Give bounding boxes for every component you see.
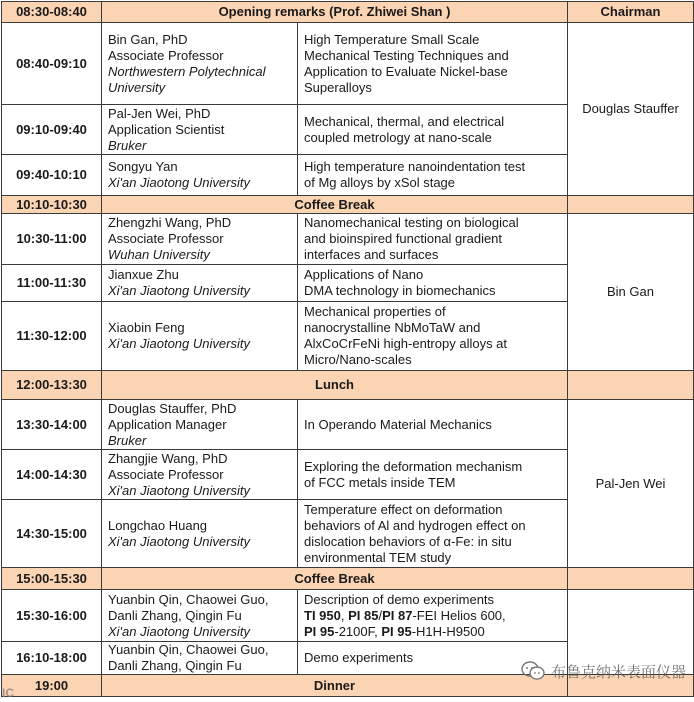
break-label: Coffee Break bbox=[102, 196, 568, 214]
speaker-name: Zhangjie Wang, PhD bbox=[108, 450, 228, 466]
talk-line: Exploring the deformation mechanism bbox=[304, 458, 523, 474]
speaker-position: Application Manager bbox=[108, 416, 227, 432]
talk-line: Temperature effect on deformation bbox=[304, 501, 503, 517]
talk-cell bbox=[298, 500, 568, 568]
speaker-affiliation: Xi'an Jiaotong University bbox=[108, 283, 250, 298]
talk-line: behaviors of Al and hydrogen effect on bbox=[304, 517, 526, 533]
wechat-watermark bbox=[521, 660, 686, 682]
talk-line: Demo experiments bbox=[304, 650, 414, 665]
speaker-name: Xiaobin Feng bbox=[108, 320, 185, 335]
opening-title: Opening remarks (Prof. Zhiwei Shan ) bbox=[102, 2, 568, 23]
talk-line: interfaces and surfaces bbox=[304, 247, 439, 262]
speaker-name: Yuanbin Qin, Chaowei Guo, bbox=[108, 591, 269, 607]
wechat-icon bbox=[521, 660, 545, 682]
talk-cell bbox=[298, 265, 568, 302]
session-time: 14:30-15:00 bbox=[2, 500, 102, 568]
break-time: 12:00-13:30 bbox=[2, 371, 102, 400]
talk-line: and bioinspired functional gradient bbox=[304, 231, 503, 246]
instrument-model: PI 87 bbox=[382, 607, 413, 623]
talk-line: coupled metrology at nano-scale bbox=[304, 129, 492, 145]
speaker-position: Application Scientist bbox=[108, 121, 225, 137]
instrument-model: PI 95 bbox=[381, 623, 412, 639]
speaker-name: Jianxue Zhu bbox=[108, 267, 179, 282]
break-chair-empty bbox=[568, 371, 694, 400]
talk-cell bbox=[298, 450, 568, 500]
chairman-header: Chairman bbox=[568, 2, 694, 23]
session-time: 15:30-16:00 bbox=[2, 590, 102, 642]
talk-cell bbox=[298, 214, 568, 265]
session-time: 16:10-18:00 bbox=[2, 642, 102, 675]
speaker-cell bbox=[102, 23, 298, 105]
talk-line: of FCC metals inside TEM bbox=[304, 474, 456, 490]
break-chair-empty bbox=[568, 568, 694, 590]
talk-line: environmental TEM study bbox=[304, 549, 452, 565]
speaker-name: Songyu Yan bbox=[108, 159, 178, 174]
lunch-row bbox=[2, 371, 694, 400]
session-time: 09:40-10:10 bbox=[2, 155, 102, 196]
speaker-name-2: Danli Zhang, Qingin Fu bbox=[108, 607, 242, 623]
break-time: 15:00-15:30 bbox=[2, 568, 102, 590]
talk-title: Description of demo experiments bbox=[304, 591, 495, 607]
session-time: 09:10-09:40 bbox=[2, 105, 102, 155]
speaker-affiliation: Bruker bbox=[108, 432, 147, 448]
break-label: Lunch bbox=[102, 371, 568, 400]
session-time: 11:00-11:30 bbox=[2, 265, 102, 302]
talk-line: Superalloys bbox=[304, 79, 372, 95]
talk-line: dislocation behaviors of α-Fe: in situ bbox=[304, 533, 512, 549]
talk-line: Nanomechanical testing on biological bbox=[304, 215, 519, 230]
speaker-cell bbox=[102, 155, 298, 196]
break-row bbox=[2, 568, 694, 590]
talk-line: Mechanical, thermal, and electrical bbox=[304, 113, 505, 129]
chair-cell-1: Douglas Stauffer bbox=[568, 23, 694, 196]
instrument-desc: -FEI Helios 600, bbox=[412, 607, 506, 623]
session-row bbox=[2, 214, 694, 265]
instrument-model: PI 85 bbox=[348, 607, 379, 623]
speaker-position: Associate Professor bbox=[108, 466, 224, 482]
speaker-cell bbox=[102, 214, 298, 265]
speaker-affiliation: Xi'an Jiaotong University bbox=[108, 336, 250, 351]
break-time: 10:10-10:30 bbox=[2, 196, 102, 214]
talk-line: nanocrystalline NbMoTaW and bbox=[304, 320, 481, 335]
speaker-affiliation: Xi'an Jiaotong University bbox=[108, 623, 250, 639]
speaker-cell bbox=[102, 105, 298, 155]
instrument-line-2 bbox=[304, 624, 561, 640]
instrument-line-1 bbox=[304, 608, 561, 624]
speaker-affiliation: Xi'an Jiaotong University bbox=[108, 175, 250, 190]
talk-cell bbox=[298, 155, 568, 196]
speaker-name: Bin Gan, PhD bbox=[108, 31, 188, 47]
speaker-affiliation: Xi'an Jiaotong University bbox=[108, 482, 250, 498]
speaker-affiliation: Bruker bbox=[108, 137, 147, 153]
speaker-affiliation: Northwestern Polytechnical University bbox=[108, 63, 266, 95]
session-row bbox=[2, 400, 694, 450]
break-time: 19:00 bbox=[2, 675, 102, 697]
talk-line: of Mg alloys by xSol stage bbox=[304, 175, 456, 190]
talk-line: Mechanical Testing Techniques and bbox=[304, 47, 509, 63]
instrument-model: TI 950 bbox=[304, 607, 341, 623]
break-label: Coffee Break bbox=[102, 568, 568, 590]
talk-cell bbox=[298, 105, 568, 155]
talk-line: In Operando Material Mechanics bbox=[304, 416, 492, 432]
corner-watermark: IC bbox=[2, 686, 14, 700]
chair-cell-2: Bin Gan bbox=[568, 214, 694, 371]
speaker-name: Douglas Stauffer, PhD bbox=[108, 400, 237, 416]
talk-cell bbox=[298, 23, 568, 105]
break-chair-empty bbox=[568, 196, 694, 214]
watermark-text: 布鲁克纳米表面仪器 bbox=[550, 663, 686, 681]
schedule-table bbox=[1, 1, 694, 697]
talk-line: Mechanical properties of bbox=[304, 304, 446, 319]
instrument-desc: -2100F, bbox=[334, 623, 382, 639]
speaker-name-2: Danli Zhang, Qingin Fu bbox=[108, 658, 242, 673]
talk-line: Micro/Nano-scales bbox=[304, 352, 412, 367]
opening-row bbox=[2, 2, 694, 23]
talk-line: Application to Evaluate Nickel-base bbox=[304, 63, 508, 79]
session-time: 13:30-14:00 bbox=[2, 400, 102, 450]
speaker-name: Yuanbin Qin, Chaowei Guo, bbox=[108, 642, 269, 657]
speaker-name: Pal-Jen Wei, PhD bbox=[108, 105, 211, 121]
talk-cell bbox=[298, 400, 568, 450]
talk-line: AlxCoCrFeNi high-entropy alloys at bbox=[304, 336, 508, 351]
session-time: 14:00-14:30 bbox=[2, 450, 102, 500]
speaker-cell bbox=[102, 590, 298, 642]
speaker-cell bbox=[102, 265, 298, 302]
opening-time: 08:30-08:40 bbox=[2, 2, 102, 23]
session-row bbox=[2, 590, 694, 642]
speaker-cell bbox=[102, 642, 298, 675]
talk-cell bbox=[298, 590, 568, 642]
instrument-desc: -H1H-H9500 bbox=[411, 623, 485, 639]
talk-line: High temperature nanoindentation test bbox=[304, 159, 526, 174]
talk-line: DMA technology in biomechanics bbox=[304, 283, 496, 298]
speaker-affiliation: Xi'an Jiaotong University bbox=[108, 533, 250, 549]
break-row bbox=[2, 196, 694, 214]
speaker-name: Longchao Huang bbox=[108, 517, 208, 533]
speaker-cell bbox=[102, 500, 298, 568]
chair-cell-3: Pal-Jen Wei bbox=[568, 400, 694, 568]
speaker-cell bbox=[102, 400, 298, 450]
session-time: 08:40-09:10 bbox=[2, 23, 102, 105]
speaker-name: Zhengzhi Wang, PhD bbox=[108, 215, 232, 230]
instrument-sep: / bbox=[378, 607, 383, 623]
talk-line: High Temperature Small Scale bbox=[304, 31, 480, 47]
session-time: 10:30-11:00 bbox=[2, 214, 102, 265]
speaker-affiliation: Wuhan University bbox=[108, 247, 210, 262]
talk-line: Applications of Nano bbox=[304, 267, 424, 282]
speaker-cell bbox=[102, 450, 298, 500]
instrument-sep: , bbox=[340, 607, 349, 623]
talk-cell bbox=[298, 302, 568, 371]
session-time: 11:30-12:00 bbox=[2, 302, 102, 371]
speaker-cell bbox=[102, 302, 298, 371]
break-label: Dinner bbox=[102, 675, 568, 697]
speaker-position: Associate Professor bbox=[108, 47, 224, 63]
session-row bbox=[2, 23, 694, 105]
instrument-model: PI 95 bbox=[304, 623, 335, 639]
speaker-position: Associate Professor bbox=[108, 231, 224, 246]
